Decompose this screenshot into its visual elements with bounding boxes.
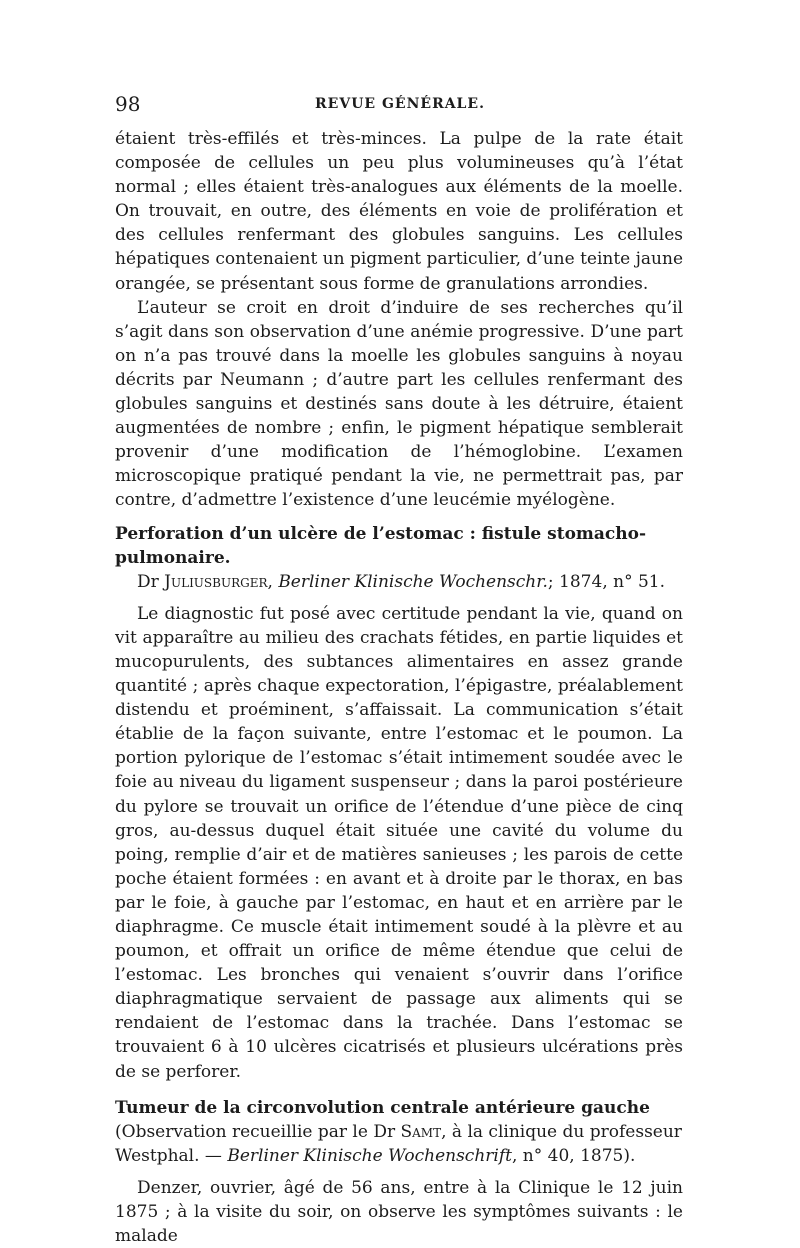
running-title: REVUE GÉNÉRALE. xyxy=(315,96,485,112)
citation-ref-tumor: , n° 40, 1875). xyxy=(511,1145,636,1166)
paragraph-perforation-case: Le diagnostic fut posé avec certitude pendant la vie, quand on vit apparaître au milieu des crachats fétides, en partie liquides et mucopurulents, des subtances alimentaires en assez grande quantité ; après chaque expectoration, l’épigastre, préalablement distendu et proéminent, s’affaissait. La communication s’était établie de la façon suivante, entre l’estomac et le poumon. La portion pylorique de l’estomac s’était intimement soudée avec le foie au niveau du ligament suspenseur ; dans la paroi postérieure du pylore se trouvait un orifice de l’étendue d’une pièce de cinq gros, au-dessus duquel était située une cavité du volume du poing, remplie d’air et de matières sanieuses ; les parois de cette poche étaient formées : en avant et à droite par le thorax, en bas par le foie, à gauche par l’estomac, en haut et en arrière par le diaphragme. Ce muscle était intimement soudé à la plèvre et au poumon, et offrait un orifice de même étendue que celui de l’estomac. Les bronches qui venaient s’ouvrir dans l’orifice diaphragmatique servaient de passage aux aliments qui se rendaient de l’estomac dans la trachée. Dans l’estomac se trouvaient 6 à 10 ulcères cicatrisés et plusieurs ulcérations près de se perforer. xyxy=(115,603,683,1082)
paragraph-spleen-description: étaient très-effilés et très-minces. La pulpe de la rate était composée de cellules un peu plus volumineuses qu’à l’état normal ; elles étaient très-analogues aux éléments de la moelle. On trouvait, en outre, des éléments en voie de prolifération et des cellules renfermant des globules sanguins. Les cellules hépatiques contenaient un pigment particulier, d’une teinte jaune orangée, se présentant sous forme de granulations arrondies. xyxy=(115,129,684,294)
citation-prefix: Dr xyxy=(137,571,165,592)
paragraph-tumor-case: Denzer, ouvrier, âgé de 56 ans, entre à la Clinique le 12 juin 1875 ; à la visite du soir, on observe les symptômes suivants : le malade xyxy=(115,1177,683,1247)
section-title-tumor-bold: Tumeur de la circonvolution centrale antérieure gauche xyxy=(115,1097,650,1118)
section-title-tumor-rest: (Observation recueillie par le Dr xyxy=(115,1121,401,1142)
section-title-tumor xyxy=(115,1096,683,1168)
citation-separator: , xyxy=(267,571,279,592)
citation-author: Juliusburger xyxy=(164,571,268,592)
citation-reference: ; 1874, n° 51. xyxy=(547,571,666,592)
section-title-tumor-rest2: , à la clinique du professeur Westphal. — xyxy=(115,1121,682,1166)
citation-journal: Berliner Klinische Wochenschr. xyxy=(278,571,548,592)
citation-journal-tumor: Berliner Klinische Wochenschrift xyxy=(227,1145,512,1166)
spacer xyxy=(115,594,683,602)
section-title-text: Perforation d’un ulcère de l’estomac : fistule stomacho-pulmonaire. xyxy=(115,523,647,568)
page-body xyxy=(115,127,683,1248)
page-header xyxy=(115,92,685,118)
spacer xyxy=(115,1168,683,1176)
citation-author-samt: Samt xyxy=(400,1121,442,1142)
paragraph-author-conclusion: L’auteur se croit en droit d’induire de ses recherches qu’il s’agit dans son observation d’une anémie progressive. D’une part on n’a pas trouvé dans la moelle les globules sanguins à noyau décrits par Neumann ; d’autre part les cellules renfermant des globules sanguins et destinés sans doute à les détruire, étaient augmentées de nombre ; enfin, le pigment hépatique semblerait provenir d’une modification de l’hémoglobine. L’examen microscopique pratiqué pendant la vie, ne permettrait pas, par contre, d’admettre l’existence d’une leucémie myélogène. xyxy=(115,297,683,511)
page-number: 98 xyxy=(115,92,141,116)
section-title-perforation xyxy=(115,522,683,570)
citation-perforation xyxy=(115,570,683,594)
